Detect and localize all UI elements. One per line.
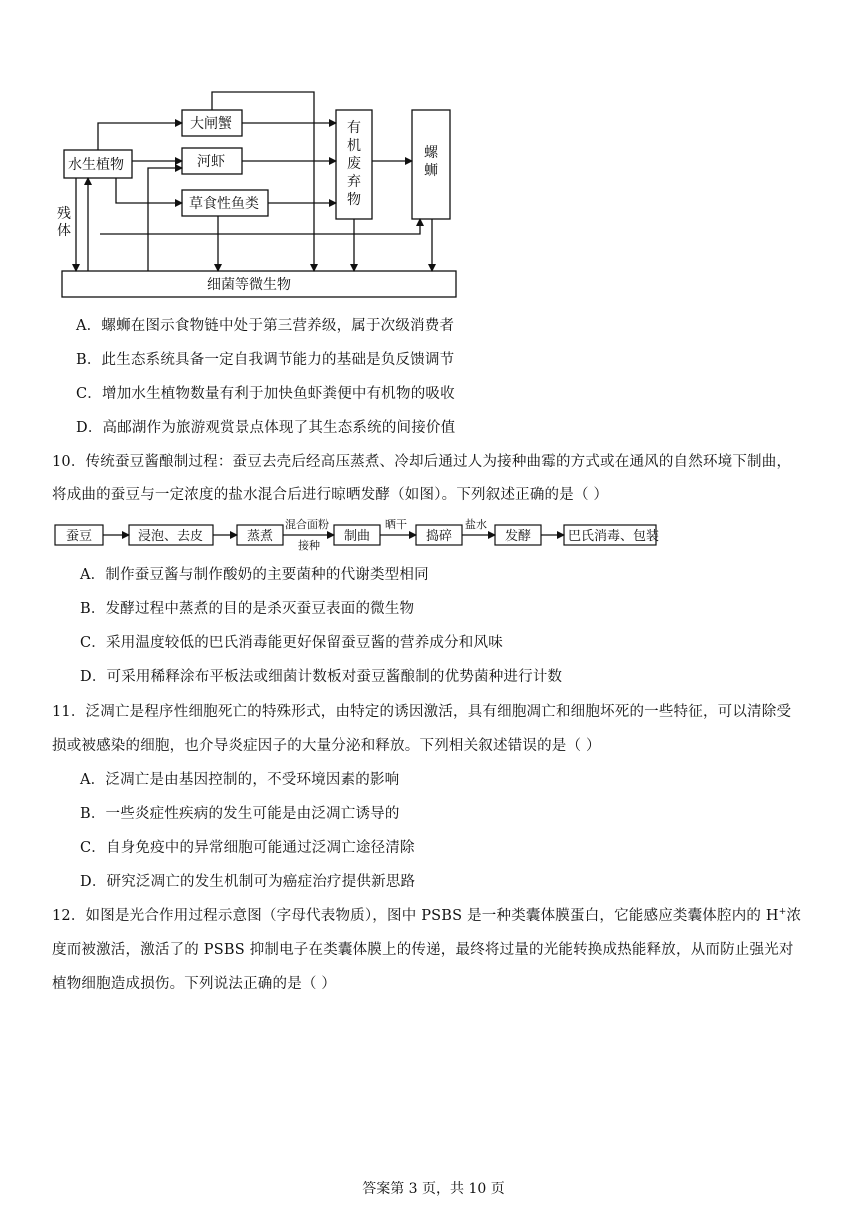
aquatic-plants-label: 水生植物 bbox=[68, 157, 124, 173]
q12-stem-line3: 植物细胞造成损伤。下列说法正确的是（ ） bbox=[52, 976, 337, 992]
residue-char: 体 bbox=[57, 223, 71, 239]
flow-step: 巴氏消毒、包装 bbox=[568, 529, 660, 544]
q10-option-b: B．发酵过程中蒸煮的目的是杀灭蚕豆表面的微生物 bbox=[80, 601, 415, 617]
flow-step: 制曲 bbox=[344, 529, 371, 544]
q9-option-b: B．此生态系统具备一定自我调节能力的基础是负反馈调节 bbox=[76, 352, 455, 368]
snail-char: 蛳 bbox=[424, 163, 438, 179]
q10-stem-line1: 10．传统蚕豆酱酿制过程：蚕豆去壳后经高压蒸煮、冷却后通过人为接种曲霉的方式或在通风的自然环境下制曲， bbox=[52, 454, 792, 470]
q9-option-c: C．增加水生植物数量有利于加快鱼虾粪便中有机物的吸收 bbox=[76, 386, 455, 402]
organic-waste-char: 有 bbox=[347, 120, 361, 136]
q12-superscript: + bbox=[778, 907, 787, 918]
flow-step: 蚕豆 bbox=[66, 529, 93, 544]
food-web-diagram bbox=[0, 0, 867, 310]
q11-stem-line1: 11．泛凋亡是程序性细胞死亡的特殊形式，由特定的诱因激活，具有细胞凋亡和细胞坏死的一些特征，可以清除受 bbox=[52, 704, 792, 720]
q11-stem-line2: 损或被感染的细胞，也介导炎症因子的大量分泌和释放。下列相关叙述错误的是（ ） bbox=[52, 738, 601, 754]
crab-label: 大闸蟹 bbox=[190, 116, 232, 132]
flow-step: 浸泡、去皮 bbox=[138, 529, 204, 544]
q9-option-a: A．螺蛳在图示食物链中处于第三营养级，属于次级消费者 bbox=[76, 318, 455, 334]
flow-arrow-label: 混合面粉 bbox=[285, 518, 329, 531]
residue-char: 残 bbox=[57, 206, 71, 222]
q12-stem-text: 12．如图是光合作用过程示意图（字母代表物质），图中 PSBS 是一种类囊体膜蛋白，它能感应类囊体腔内的 H bbox=[52, 908, 779, 924]
flow-arrow-label: 晒干 bbox=[385, 518, 407, 531]
flow-step: 蒸煮 bbox=[247, 529, 274, 544]
organic-waste-char: 物 bbox=[347, 192, 361, 208]
q10-option-a: A．制作蚕豆酱与制作酸奶的主要菌种的代谢类型相同 bbox=[80, 567, 429, 583]
herbivorous-fish-label: 草食性鱼类 bbox=[189, 196, 259, 212]
flow-arrow-label: 接种 bbox=[298, 539, 320, 552]
flow-step: 发酵 bbox=[505, 529, 532, 544]
bacteria-label: 细菌等微生物 bbox=[207, 277, 291, 293]
snail-char: 螺 bbox=[424, 145, 438, 161]
q12-stem-text: 浓 bbox=[786, 908, 802, 924]
q11-option-b: B．一些炎症性疾病的发生可能是由泛凋亡诱导的 bbox=[80, 806, 400, 822]
q10-flow-diagram bbox=[0, 515, 867, 555]
q10-stem-line2: 将成曲的蚕豆与一定浓度的盐水混合后进行晾晒发酵（如图）。下列叙述正确的是（ ） bbox=[52, 487, 609, 503]
flow-step: 捣碎 bbox=[426, 529, 453, 544]
q11-option-a: A．泛凋亡是由基因控制的，不受环境因素的影响 bbox=[80, 772, 400, 788]
flow-arrow-label: 盐水 bbox=[465, 518, 487, 531]
q9-option-d: D．高邮湖作为旅游观赏景点体现了其生态系统的间接价值 bbox=[76, 420, 456, 436]
q12-stem-line1 bbox=[52, 906, 801, 926]
organic-waste-char: 机 bbox=[347, 138, 361, 154]
organic-waste-char: 废 bbox=[347, 156, 361, 172]
q10-option-d: D．可采用稀释涂布平板法或细菌计数板对蚕豆酱酿制的优势菌种进行计数 bbox=[80, 669, 563, 685]
q11-option-d: D．研究泛凋亡的发生机制可为癌症治疗提供新思路 bbox=[80, 874, 416, 890]
shrimp-label: 河虾 bbox=[197, 154, 225, 170]
page-footer: 答案第 3 页，共 10 页 bbox=[362, 1181, 505, 1197]
q12-stem-line2: 度而被激活，激活了的 PSBS 抑制电子在类囊体膜上的传递，最终将过量的光能转换成热能释放，从而防止强光对 bbox=[52, 942, 794, 958]
q10-option-c: C．采用温度较低的巴氏消毒能更好保留蚕豆酱的营养成分和风味 bbox=[80, 635, 503, 651]
organic-waste-char: 弃 bbox=[347, 174, 361, 190]
q11-option-c: C．自身免疫中的异常细胞可能通过泛凋亡途径清除 bbox=[80, 840, 415, 856]
